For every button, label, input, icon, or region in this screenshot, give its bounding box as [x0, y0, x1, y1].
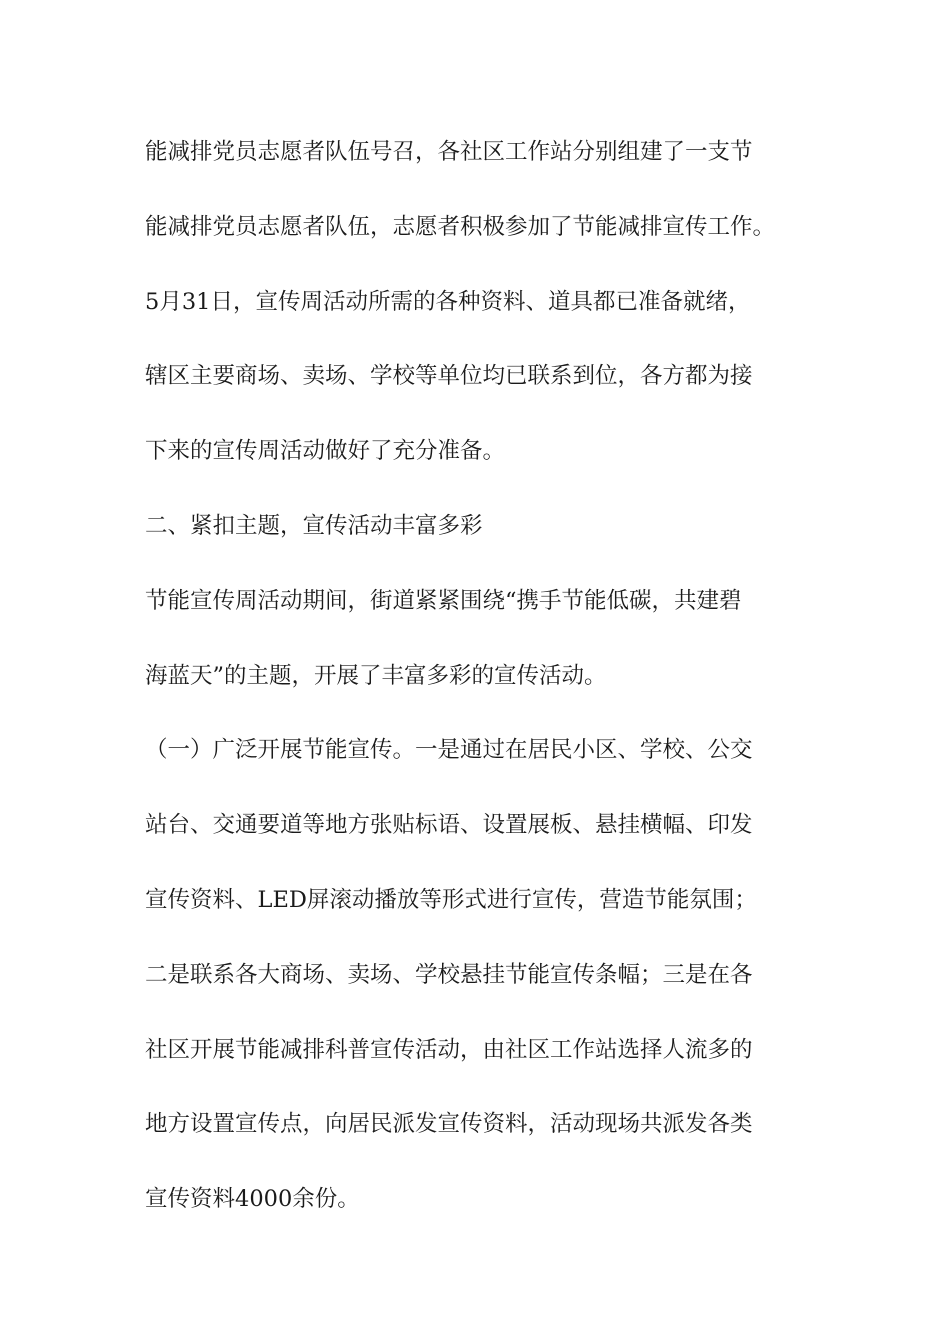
text-line: 宣传资料4000余份。: [145, 1186, 360, 1212]
text-line: 能减排党员志愿者队伍，志愿者积极参加了节能减排宣传工作。: [145, 214, 776, 240]
text-line: 5月31日，宣传周活动所需的各种资料、道具都已准备就绪，: [145, 289, 751, 315]
text-line: （一）广泛开展节能宣传。一是通过在居民小区、学校、公交: [145, 737, 753, 763]
text-line: 宣传资料、LED屏滚动播放等形式进行宣传，营造节能氛围；: [145, 887, 757, 913]
text-line: 辖区主要商场、卖场、学校等单位均已联系到位，各方都为接: [145, 363, 753, 389]
text-line: 地方设置宣传点，向居民派发宣传资料，活动现场共派发各类: [145, 1111, 753, 1137]
section-heading: 二、紧扣主题，宣传活动丰富多彩: [145, 513, 483, 539]
text-line: 社区开展节能减排科普宣传活动，由社区工作站选择人流多的: [145, 1037, 753, 1063]
text-line: 海蓝天”的主题，开展了丰富多彩的宣传活动。: [145, 663, 607, 689]
text-line: 二是联系各大商场、卖场、学校悬挂节能宣传条幅；三是在各: [145, 962, 753, 988]
text-line: 能减排党员志愿者队伍号召，各社区工作站分别组建了一支节: [145, 139, 753, 165]
text-line: 节能宣传周活动期间，街道紧紧围绕“携手节能低碳，共建碧: [145, 588, 742, 614]
text-line: 站台、交通要道等地方张贴标语、设置展板、悬挂横幅、印发: [145, 812, 753, 838]
text-line: 下来的宣传周活动做好了充分准备。: [145, 438, 506, 464]
